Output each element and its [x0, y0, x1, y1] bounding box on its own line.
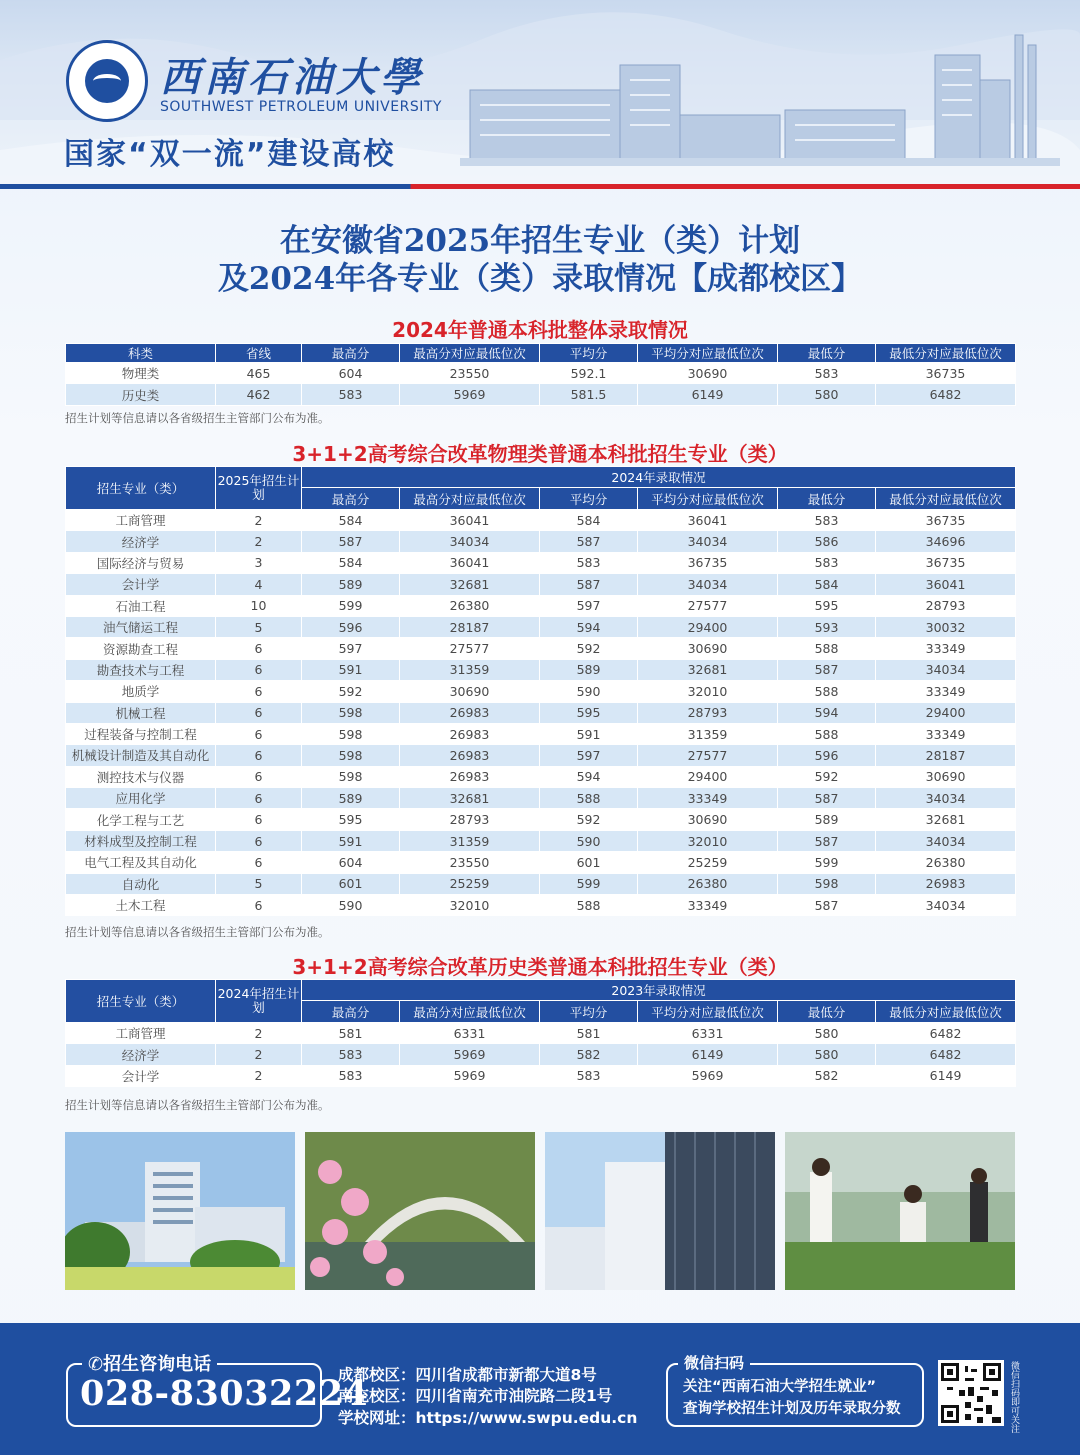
wechat-line2: 查询学校招生计划及历年录取分数 — [683, 1401, 901, 1417]
table-row — [66, 681, 1016, 702]
campus-skyline-image — [460, 20, 1060, 180]
table-cell: 36041 — [400, 510, 540, 531]
table-cell: 597 — [540, 745, 638, 766]
table-cell: 5969 — [638, 1065, 778, 1086]
table-cell: 33349 — [876, 681, 1016, 702]
table-cell: 31359 — [638, 723, 778, 744]
table-cell: 587 — [778, 659, 876, 680]
table-cell: 583 — [778, 363, 876, 384]
table-cell: 30690 — [638, 363, 778, 384]
table-cell: 595 — [778, 595, 876, 616]
table-cell: 5 — [216, 616, 302, 637]
table-cell: 584 — [540, 510, 638, 531]
table-cell: 经济学 — [66, 531, 216, 552]
students-music-photo — [785, 1132, 1015, 1290]
table-cell: 598 — [778, 873, 876, 894]
table-row — [66, 616, 1016, 637]
table-cell: 6 — [216, 788, 302, 809]
table-cell: 583 — [302, 1065, 400, 1086]
table-cell: 26983 — [400, 702, 540, 723]
page-title-line2: 及2024年各专业（类）录取情况【成都校区】 — [217, 261, 863, 297]
physics-subheader-cell: 最低分 — [778, 488, 876, 510]
table-cell: 580 — [778, 1044, 876, 1065]
table-cell: 598 — [302, 745, 400, 766]
table-row — [66, 552, 1016, 573]
table-cell: 机械设计制造及其自动化 — [66, 745, 216, 766]
physics-majors-table — [65, 466, 1016, 916]
nanchong-address: 南充校区：四川省南充市油院路二段1号 — [338, 1387, 613, 1405]
table-row — [66, 723, 1016, 744]
table-row — [66, 363, 1016, 384]
table-row — [66, 809, 1016, 830]
table-cell: 10 — [216, 595, 302, 616]
overall-header-cell: 科类 — [66, 344, 216, 363]
table-cell: 工商管理 — [66, 1023, 216, 1044]
table-cell: 25259 — [638, 852, 778, 873]
table-cell: 601 — [540, 852, 638, 873]
table-cell: 586 — [778, 531, 876, 552]
table-cell: 6 — [216, 659, 302, 680]
phone-icon: ✆ — [88, 1354, 104, 1375]
physics-subheader-cell: 最高分对应最低位次 — [400, 488, 540, 510]
table-cell: 6 — [216, 681, 302, 702]
table-cell: 582 — [778, 1065, 876, 1086]
table-cell: 6149 — [638, 384, 778, 405]
physics-subheader-cell: 最低分对应最低位次 — [876, 488, 1016, 510]
table-cell: 36041 — [400, 552, 540, 573]
table-cell: 6331 — [638, 1023, 778, 1044]
table-cell: 36735 — [876, 363, 1016, 384]
table-row — [66, 1065, 1016, 1086]
table-cell: 34034 — [638, 531, 778, 552]
website-link[interactable]: 学校网址：https://www.swpu.edu.cn — [338, 1409, 638, 1427]
table-row — [66, 1044, 1016, 1065]
table-cell: 36041 — [638, 510, 778, 531]
table-cell: 6 — [216, 702, 302, 723]
physics-subheader-cell: 平均分对应最低位次 — [638, 488, 778, 510]
table-cell: 5969 — [400, 1065, 540, 1086]
table-cell: 物理类 — [66, 363, 216, 384]
table-cell: 595 — [540, 702, 638, 723]
table-cell: 27577 — [400, 638, 540, 659]
table-cell: 598 — [302, 723, 400, 744]
table-cell: 583 — [302, 384, 400, 405]
table-cell: 5969 — [400, 384, 540, 405]
table-cell: 会计学 — [66, 574, 216, 595]
table-cell: 30690 — [638, 809, 778, 830]
table-cell: 材料成型及控制工程 — [66, 830, 216, 851]
table-cell: 28187 — [400, 616, 540, 637]
table-cell: 34034 — [638, 574, 778, 595]
table-cell: 3 — [216, 552, 302, 573]
table-cell: 584 — [302, 552, 400, 573]
table-row — [66, 852, 1016, 873]
history-header-plan: 2024年招生计划 — [216, 980, 302, 1023]
table-cell: 587 — [540, 574, 638, 595]
university-name-en: SOUTHWEST PETROLEUM UNIVERSITY — [160, 99, 442, 115]
table-cell: 584 — [778, 574, 876, 595]
table-cell: 6 — [216, 745, 302, 766]
table-cell: 6 — [216, 723, 302, 744]
table-cell: 地质学 — [66, 681, 216, 702]
table-cell: 589 — [302, 574, 400, 595]
table-cell: 36735 — [876, 552, 1016, 573]
table-row — [66, 595, 1016, 616]
table-cell: 4 — [216, 574, 302, 595]
table-row — [66, 659, 1016, 680]
table-cell: 31359 — [400, 659, 540, 680]
table-cell: 5969 — [400, 1044, 540, 1065]
table-row — [66, 895, 1016, 916]
table-cell: 油气储运工程 — [66, 616, 216, 637]
table-cell: 589 — [540, 659, 638, 680]
wechat-qr-code[interactable] — [938, 1360, 1004, 1426]
table-cell: 582 — [540, 1044, 638, 1065]
university-seal-logo — [66, 40, 148, 122]
table-cell: 36735 — [638, 552, 778, 573]
overall-header-cell: 平均分 — [540, 344, 638, 363]
campus-building-photo — [65, 1132, 295, 1290]
table-cell: 34034 — [876, 788, 1016, 809]
history-subheader-cell: 最高分对应最低位次 — [400, 1001, 540, 1023]
table-cell: 588 — [778, 681, 876, 702]
table-cell: 机械工程 — [66, 702, 216, 723]
table-row — [66, 745, 1016, 766]
table-cell: 583 — [778, 510, 876, 531]
physics-section-title: 3+1+2高考综合改革物理类普通本科批招生专业（类） — [292, 442, 788, 466]
table-cell: 测控技术与仪器 — [66, 766, 216, 787]
table-cell: 34034 — [876, 830, 1016, 851]
table-cell: 2 — [216, 510, 302, 531]
table-row — [66, 830, 1016, 851]
overall-section-title: 2024年普通本科批整体录取情况 — [392, 318, 688, 342]
table-cell: 583 — [540, 1065, 638, 1086]
table-cell: 590 — [302, 895, 400, 916]
table-cell: 6482 — [876, 1023, 1016, 1044]
wechat-line1: 关注“西南石油大学招生就业” — [683, 1379, 877, 1395]
phone-label-text: 招生咨询电话 — [103, 1354, 212, 1375]
table-cell: 26983 — [876, 873, 1016, 894]
table-cell: 6331 — [400, 1023, 540, 1044]
table-cell: 国际经济与贸易 — [66, 552, 216, 573]
table-cell: 588 — [540, 895, 638, 916]
table-cell: 593 — [778, 616, 876, 637]
header-banner — [0, 0, 1080, 186]
table-cell: 33349 — [876, 638, 1016, 659]
history-header-major: 招生专业（类） — [66, 980, 216, 1023]
physics-header-major: 招生专业（类） — [66, 467, 216, 510]
table-cell: 28187 — [876, 745, 1016, 766]
table-cell: 2 — [216, 531, 302, 552]
table-cell: 594 — [540, 766, 638, 787]
table-cell: 581 — [540, 1023, 638, 1044]
physics-subheader-cell: 最高分 — [302, 488, 400, 510]
table-cell: 石油工程 — [66, 595, 216, 616]
overall-header-cell: 平均分对应最低位次 — [638, 344, 778, 363]
table-cell: 36041 — [876, 574, 1016, 595]
table-cell: 26983 — [400, 723, 540, 744]
table-cell: 599 — [540, 873, 638, 894]
history-subheader-cell: 平均分 — [540, 1001, 638, 1023]
table-cell: 6 — [216, 830, 302, 851]
table-cell: 595 — [302, 809, 400, 830]
physics-subheader-cell: 平均分 — [540, 488, 638, 510]
table-cell: 587 — [540, 531, 638, 552]
table-cell: 化学工程与工艺 — [66, 809, 216, 830]
table-cell: 30690 — [638, 638, 778, 659]
table-cell: 592 — [540, 809, 638, 830]
overall-note: 招生计划等信息请以各省级招生主管部门公布为准。 — [65, 411, 330, 425]
physics-header-group: 2024年录取情况 — [302, 467, 1016, 488]
overall-header-cell: 省线 — [216, 344, 302, 363]
table-cell: 2 — [216, 1023, 302, 1044]
table-cell: 596 — [778, 745, 876, 766]
table-cell: 26380 — [876, 852, 1016, 873]
history-subheader-cell: 最高分 — [302, 1001, 400, 1023]
table-cell: 自动化 — [66, 873, 216, 894]
table-cell: 587 — [778, 830, 876, 851]
table-cell: 经济学 — [66, 1044, 216, 1065]
table-cell: 23550 — [400, 363, 540, 384]
table-cell: 25259 — [400, 873, 540, 894]
table-cell: 589 — [302, 788, 400, 809]
table-cell: 30690 — [876, 766, 1016, 787]
qr-side-caption: 微信扫码即可关注 — [1009, 1361, 1019, 1433]
table-cell: 2 — [216, 1065, 302, 1086]
table-cell: 32010 — [638, 681, 778, 702]
history-majors-table — [65, 979, 1016, 1087]
table-cell: 589 — [778, 809, 876, 830]
table-cell: 6149 — [876, 1065, 1016, 1086]
table-cell: 28793 — [876, 595, 1016, 616]
table-cell: 27577 — [638, 745, 778, 766]
table-cell: 29400 — [638, 616, 778, 637]
table-cell: 587 — [302, 531, 400, 552]
table-cell: 34034 — [400, 531, 540, 552]
table-cell: 584 — [302, 510, 400, 531]
table-cell: 591 — [540, 723, 638, 744]
wechat-label: 微信扫码 — [678, 1352, 750, 1373]
history-header-group: 2023年录取情况 — [302, 980, 1016, 1001]
table-cell: 596 — [302, 616, 400, 637]
table-cell: 580 — [778, 384, 876, 405]
overall-header-cell: 最低分 — [778, 344, 876, 363]
table-row — [66, 702, 1016, 723]
table-row — [66, 638, 1016, 659]
chengdu-address: 成都校区：四川省成都市新都大道8号 — [338, 1366, 597, 1384]
table-cell: 历史类 — [66, 384, 216, 405]
table-cell: 465 — [216, 363, 302, 384]
table-cell: 592 — [302, 681, 400, 702]
table-cell: 32010 — [400, 895, 540, 916]
table-cell: 583 — [540, 552, 638, 573]
table-cell: 32010 — [638, 830, 778, 851]
table-cell: 6482 — [876, 1044, 1016, 1065]
table-cell: 588 — [540, 788, 638, 809]
table-cell: 过程装备与控制工程 — [66, 723, 216, 744]
table-cell: 23550 — [400, 852, 540, 873]
table-cell: 26983 — [400, 766, 540, 787]
stone-bridge-blossom-photo — [305, 1132, 535, 1290]
table-row — [66, 531, 1016, 552]
table-cell: 36735 — [876, 510, 1016, 531]
table-cell: 资源勘查工程 — [66, 638, 216, 659]
qr-code-icon — [941, 1363, 1001, 1423]
table-row — [66, 384, 1016, 405]
overall-header-cell: 最高分 — [302, 344, 400, 363]
table-cell: 583 — [778, 552, 876, 573]
table-cell: 581 — [302, 1023, 400, 1044]
table-cell: 26380 — [400, 595, 540, 616]
table-cell: 580 — [778, 1023, 876, 1044]
table-cell: 33349 — [638, 895, 778, 916]
history-subheader-cell: 最低分 — [778, 1001, 876, 1023]
table-cell: 32681 — [876, 809, 1016, 830]
history-subheader-cell: 平均分对应最低位次 — [638, 1001, 778, 1023]
table-cell: 34034 — [876, 659, 1016, 680]
table-row — [66, 788, 1016, 809]
table-cell: 土木工程 — [66, 895, 216, 916]
table-cell: 34696 — [876, 531, 1016, 552]
history-note: 招生计划等信息请以各省级招生主管部门公布为准。 — [65, 1098, 330, 1112]
table-cell: 30690 — [400, 681, 540, 702]
table-cell: 29400 — [876, 702, 1016, 723]
table-cell: 5 — [216, 873, 302, 894]
table-cell: 592 — [778, 766, 876, 787]
table-cell: 599 — [778, 852, 876, 873]
table-cell: 6 — [216, 895, 302, 916]
table-row — [66, 766, 1016, 787]
physics-header-plan: 2025年招生计划 — [216, 467, 302, 510]
overall-header-cell: 最高分对应最低位次 — [400, 344, 540, 363]
table-cell: 598 — [302, 766, 400, 787]
table-cell: 28793 — [638, 702, 778, 723]
table-cell: 6 — [216, 809, 302, 830]
table-cell: 应用化学 — [66, 788, 216, 809]
table-cell: 588 — [778, 723, 876, 744]
table-cell: 2 — [216, 1044, 302, 1065]
table-row — [66, 574, 1016, 595]
table-cell: 29400 — [638, 766, 778, 787]
table-cell: 27577 — [638, 595, 778, 616]
table-cell: 6149 — [638, 1044, 778, 1065]
table-cell: 28793 — [400, 809, 540, 830]
table-cell: 587 — [778, 788, 876, 809]
slogan: 国家“双一流”建设高校 — [64, 137, 396, 172]
table-cell: 32681 — [400, 788, 540, 809]
table-cell: 462 — [216, 384, 302, 405]
table-cell: 31359 — [400, 830, 540, 851]
table-cell: 6482 — [876, 384, 1016, 405]
table-cell: 勘查技术与工程 — [66, 659, 216, 680]
table-cell: 590 — [540, 830, 638, 851]
table-cell: 604 — [302, 363, 400, 384]
table-cell: 590 — [540, 681, 638, 702]
table-cell: 588 — [778, 638, 876, 659]
table-cell: 33349 — [638, 788, 778, 809]
table-cell: 会计学 — [66, 1065, 216, 1086]
table-cell: 6 — [216, 852, 302, 873]
table-cell: 32681 — [400, 574, 540, 595]
table-cell: 6 — [216, 766, 302, 787]
table-cell: 591 — [302, 830, 400, 851]
page-title-line1: 在安徽省2025年招生专业（类）计划 — [279, 223, 801, 259]
table-cell: 581.5 — [540, 384, 638, 405]
table-cell: 601 — [302, 873, 400, 894]
table-cell: 583 — [302, 1044, 400, 1065]
overall-header-cell: 最低分对应最低位次 — [876, 344, 1016, 363]
table-row — [66, 1023, 1016, 1044]
table-cell: 26983 — [400, 745, 540, 766]
table-cell: 597 — [302, 638, 400, 659]
physics-note: 招生计划等信息请以各省级招生主管部门公布为准。 — [65, 925, 330, 939]
university-name-cn: 西南石油大學 — [160, 54, 424, 101]
table-cell: 6 — [216, 638, 302, 659]
table-cell: 598 — [302, 702, 400, 723]
table-cell: 30032 — [876, 616, 1016, 637]
table-cell: 592.1 — [540, 363, 638, 384]
phone-number: 028-83032224 — [80, 1373, 369, 1414]
table-cell: 工商管理 — [66, 510, 216, 531]
table-cell: 594 — [540, 616, 638, 637]
footer-contact-bar — [0, 1323, 1080, 1455]
table-row — [66, 510, 1016, 531]
history-section-title: 3+1+2高考综合改革历史类普通本科批招生专业（类） — [292, 955, 788, 979]
table-cell: 594 — [778, 702, 876, 723]
history-subheader-cell: 最低分对应最低位次 — [876, 1001, 1016, 1023]
header-divider-stripe — [0, 184, 1080, 189]
table-cell: 34034 — [876, 895, 1016, 916]
table-cell: 604 — [302, 852, 400, 873]
modern-building-photo — [545, 1132, 775, 1290]
table-cell: 32681 — [638, 659, 778, 680]
table-cell: 587 — [778, 895, 876, 916]
table-cell: 26380 — [638, 873, 778, 894]
table-cell: 599 — [302, 595, 400, 616]
overall-admission-table — [65, 343, 1016, 406]
table-cell: 电气工程及其自动化 — [66, 852, 216, 873]
table-cell: 591 — [302, 659, 400, 680]
table-cell: 33349 — [876, 723, 1016, 744]
table-row — [66, 873, 1016, 894]
table-cell: 597 — [540, 595, 638, 616]
table-cell: 592 — [540, 638, 638, 659]
